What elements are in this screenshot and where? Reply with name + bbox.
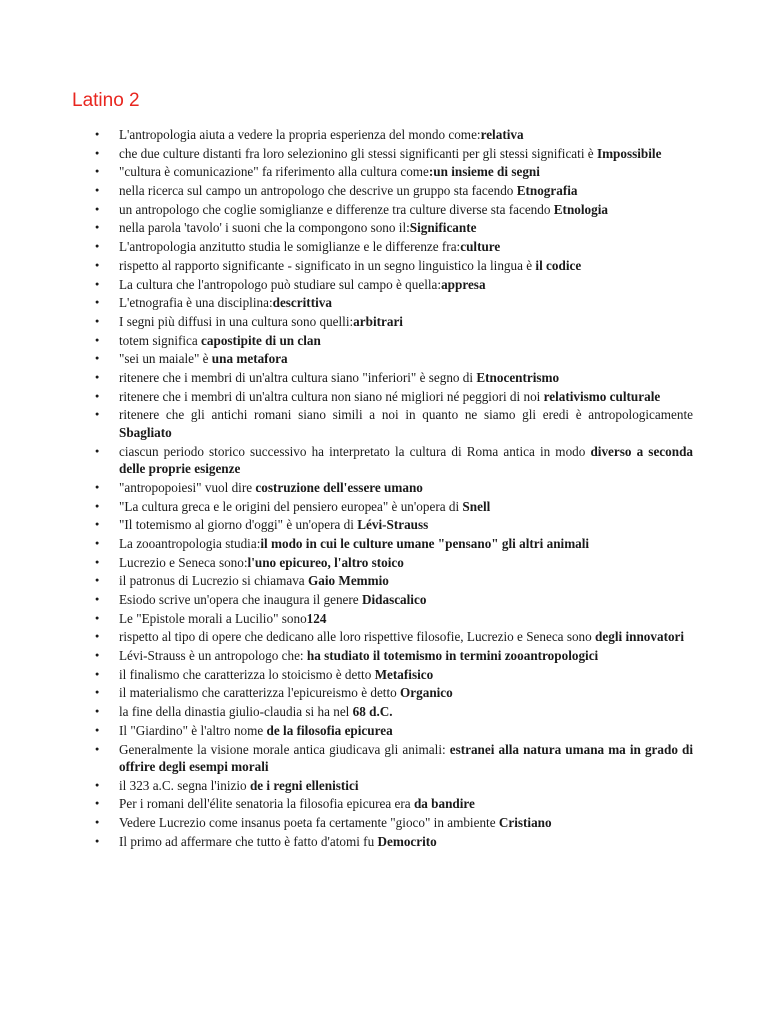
item-answer: de i regni ellenistici bbox=[249, 777, 359, 793]
item-answer: da bandire bbox=[413, 796, 475, 812]
list-item bbox=[0, 777, 693, 795]
item-answer: il codice bbox=[535, 257, 582, 273]
list-item bbox=[0, 182, 693, 200]
item-text: il materialismo che caratterizza l'epicureismo è detto bbox=[119, 685, 401, 701]
item-text: il patronus di Lucrezio si chiamava bbox=[119, 573, 308, 589]
item-text: Per i romani dell'élite senatoria la filosofia epicurea era bbox=[119, 796, 414, 812]
item-text: Il "Giardino" è l'altro nome bbox=[119, 722, 267, 738]
list-item bbox=[0, 647, 693, 665]
item-text: Le "Epistole morali a Lucilio" sono bbox=[119, 610, 307, 626]
list-item bbox=[0, 201, 693, 219]
item-answer: degli innovatori bbox=[595, 629, 685, 645]
item-text: "sei un maiale" è bbox=[119, 351, 212, 367]
item-answer: l'uno epicureo, l'altro stoico bbox=[247, 554, 404, 570]
list-item bbox=[0, 238, 693, 256]
list-item bbox=[0, 479, 693, 497]
item-answer: Etnografia bbox=[516, 183, 578, 199]
item-answer: una metafora bbox=[211, 351, 288, 367]
item-answer: relativismo culturale bbox=[543, 388, 661, 404]
item-text: ritenere che i membri di un'altra cultura non siano né migliori né peggiori di noi bbox=[119, 388, 544, 404]
item-text: totem significa bbox=[119, 332, 202, 348]
item-text: ritenere che i membri di un'altra cultura siano "inferiori" è segno di bbox=[119, 369, 477, 385]
list-item bbox=[0, 369, 693, 387]
list-item bbox=[0, 313, 693, 331]
item-answer: estranei alla natura umana ma in grado di offrire degli esempi morali bbox=[119, 741, 693, 775]
item-answer: descrittiva bbox=[272, 295, 332, 311]
item-text: Esiodo scrive un'opera che inaugura il genere bbox=[119, 592, 362, 607]
item-text: "antropopoiesi" vuol dire bbox=[119, 479, 256, 495]
item-text: L'antropologia anzitutto studia le somiglianze e le differenze fra: bbox=[119, 239, 461, 255]
list-item bbox=[0, 684, 693, 702]
item-answer: 68 d.C. bbox=[352, 704, 393, 720]
item-answer: Didascalico bbox=[361, 592, 427, 607]
item-answer: Etnocentrismo bbox=[476, 369, 560, 385]
item-text: la fine della dinastia giulio-claudia si ha nel bbox=[119, 704, 353, 720]
item-text: nella parola 'tavolo' i suoni che la compongono sono il: bbox=[119, 220, 410, 236]
item-answer: capostipite di un clan bbox=[201, 332, 321, 348]
item-text: ciascun periodo storico successivo ha interpretato la cultura di Roma antica in modo bbox=[119, 443, 591, 459]
list-item bbox=[0, 163, 693, 181]
list-item bbox=[0, 795, 693, 813]
list-item bbox=[0, 516, 693, 534]
item-text: L'antropologia aiuta a vedere la propria esperienza del mondo come: bbox=[119, 127, 481, 142]
item-text: Lucrezio e Seneca sono: bbox=[119, 554, 248, 570]
item-answer: arbitrari bbox=[353, 313, 403, 329]
list-item bbox=[0, 554, 693, 572]
item-text: La zooantropologia studia: bbox=[119, 535, 261, 551]
item-answer: ha studiato il totemismo in termini zooantropologici bbox=[306, 648, 599, 664]
item-answer: culture bbox=[460, 239, 501, 255]
item-text: La cultura che l'antropologo può studiare sul campo è quella: bbox=[119, 276, 442, 292]
item-answer: Cristiano bbox=[498, 815, 552, 831]
page-title: Latino 2 bbox=[72, 90, 140, 111]
list-item bbox=[0, 610, 693, 628]
list-item bbox=[0, 572, 693, 590]
list-item bbox=[0, 294, 693, 312]
item-text: "La cultura greca e le origini del pensiero europea" è un'opera di bbox=[119, 498, 463, 514]
item-answer: relativa bbox=[480, 127, 524, 142]
list-item bbox=[0, 276, 693, 294]
item-text: Lévi-Strauss è un antropologo che: bbox=[119, 648, 307, 664]
item-answer: Snell bbox=[462, 498, 491, 514]
item-text: Il primo ad affermare che tutto è fatto d'atomi fu bbox=[119, 833, 378, 849]
list-item bbox=[0, 666, 693, 684]
list-item bbox=[0, 126, 693, 144]
item-text: "Il totemismo al giorno d'oggi" è un'opera di bbox=[119, 517, 358, 533]
item-text: il finalismo che caratterizza lo stoicismo è detto bbox=[119, 666, 375, 682]
list-item bbox=[0, 498, 693, 516]
item-answer: de la filosofia epicurea bbox=[266, 722, 393, 738]
list-item bbox=[0, 443, 693, 478]
item-text: Vedere Lucrezio come insanus poeta fa certamente "gioco" in ambiente bbox=[119, 815, 499, 831]
item-text: I segni più diffusi in una cultura sono quelli: bbox=[119, 313, 354, 329]
list-item bbox=[0, 722, 693, 740]
item-text: rispetto al rapporto significante - significato in un segno linguistico la lingua è bbox=[119, 257, 536, 273]
list-item bbox=[0, 332, 693, 350]
item-text: rispetto al tipo di opere che dedicano alle loro rispettive filosofie, Lucrezio e Seneca sono bbox=[119, 629, 596, 645]
item-answer: appresa bbox=[441, 276, 486, 292]
item-answer: :un insieme di segni bbox=[428, 164, 540, 180]
list-item bbox=[0, 833, 693, 851]
list-item bbox=[0, 350, 693, 368]
item-text: ritenere che gli antichi romani siano simili a noi in quanto ne siamo gli eredi è antropologicamente bbox=[119, 407, 693, 423]
item-answer: diverso a seconda delle proprie esigenze bbox=[119, 443, 694, 477]
item-text: il 323 a.C. segna l'inizio bbox=[119, 777, 250, 793]
list-item bbox=[0, 628, 693, 646]
item-text: nella ricerca sul campo un antropologo che descrive un gruppo sta facendo bbox=[119, 183, 517, 199]
list-item bbox=[0, 219, 693, 237]
list-item bbox=[0, 591, 693, 609]
item-answer: Gaio Memmio bbox=[307, 573, 389, 589]
item-answer: Democrito bbox=[377, 833, 437, 849]
item-answer: Organico bbox=[400, 685, 453, 701]
item-text: Generalmente la visione morale antica giudicava gli animali: bbox=[119, 741, 450, 757]
item-answer: Etnologia bbox=[553, 201, 608, 217]
list-item bbox=[0, 703, 693, 721]
item-answer: il modo in cui le culture umane "pensano" gli altri animali bbox=[260, 535, 590, 551]
item-answer: Impossibile bbox=[596, 145, 662, 161]
item-text: che due culture distanti fra loro selezionino gli stessi significanti per gli stessi significati è bbox=[119, 145, 597, 161]
item-answer: Metafisico bbox=[374, 666, 434, 682]
item-answer: Significante bbox=[409, 220, 477, 236]
item-text: un antropologo che coglie somiglianze e differenze tra culture diverse sta facendo bbox=[119, 201, 554, 217]
item-answer: Sbagliato bbox=[119, 424, 172, 440]
item-answer: costruzione dell'essere umano bbox=[255, 479, 423, 495]
list-item bbox=[0, 741, 693, 776]
list-item bbox=[0, 535, 693, 553]
item-answer: Lévi-Strauss bbox=[357, 517, 429, 533]
item-answer: 124 bbox=[306, 610, 327, 626]
item-text: "cultura è comunicazione" fa riferimento alla cultura come bbox=[119, 164, 429, 180]
item-text: L'etnografia è una disciplina: bbox=[119, 295, 273, 311]
list-item bbox=[0, 145, 693, 163]
list-item bbox=[0, 388, 693, 406]
list-item bbox=[0, 814, 693, 832]
list-item bbox=[0, 406, 693, 441]
list-item bbox=[0, 257, 693, 275]
question-list bbox=[0, 126, 768, 852]
